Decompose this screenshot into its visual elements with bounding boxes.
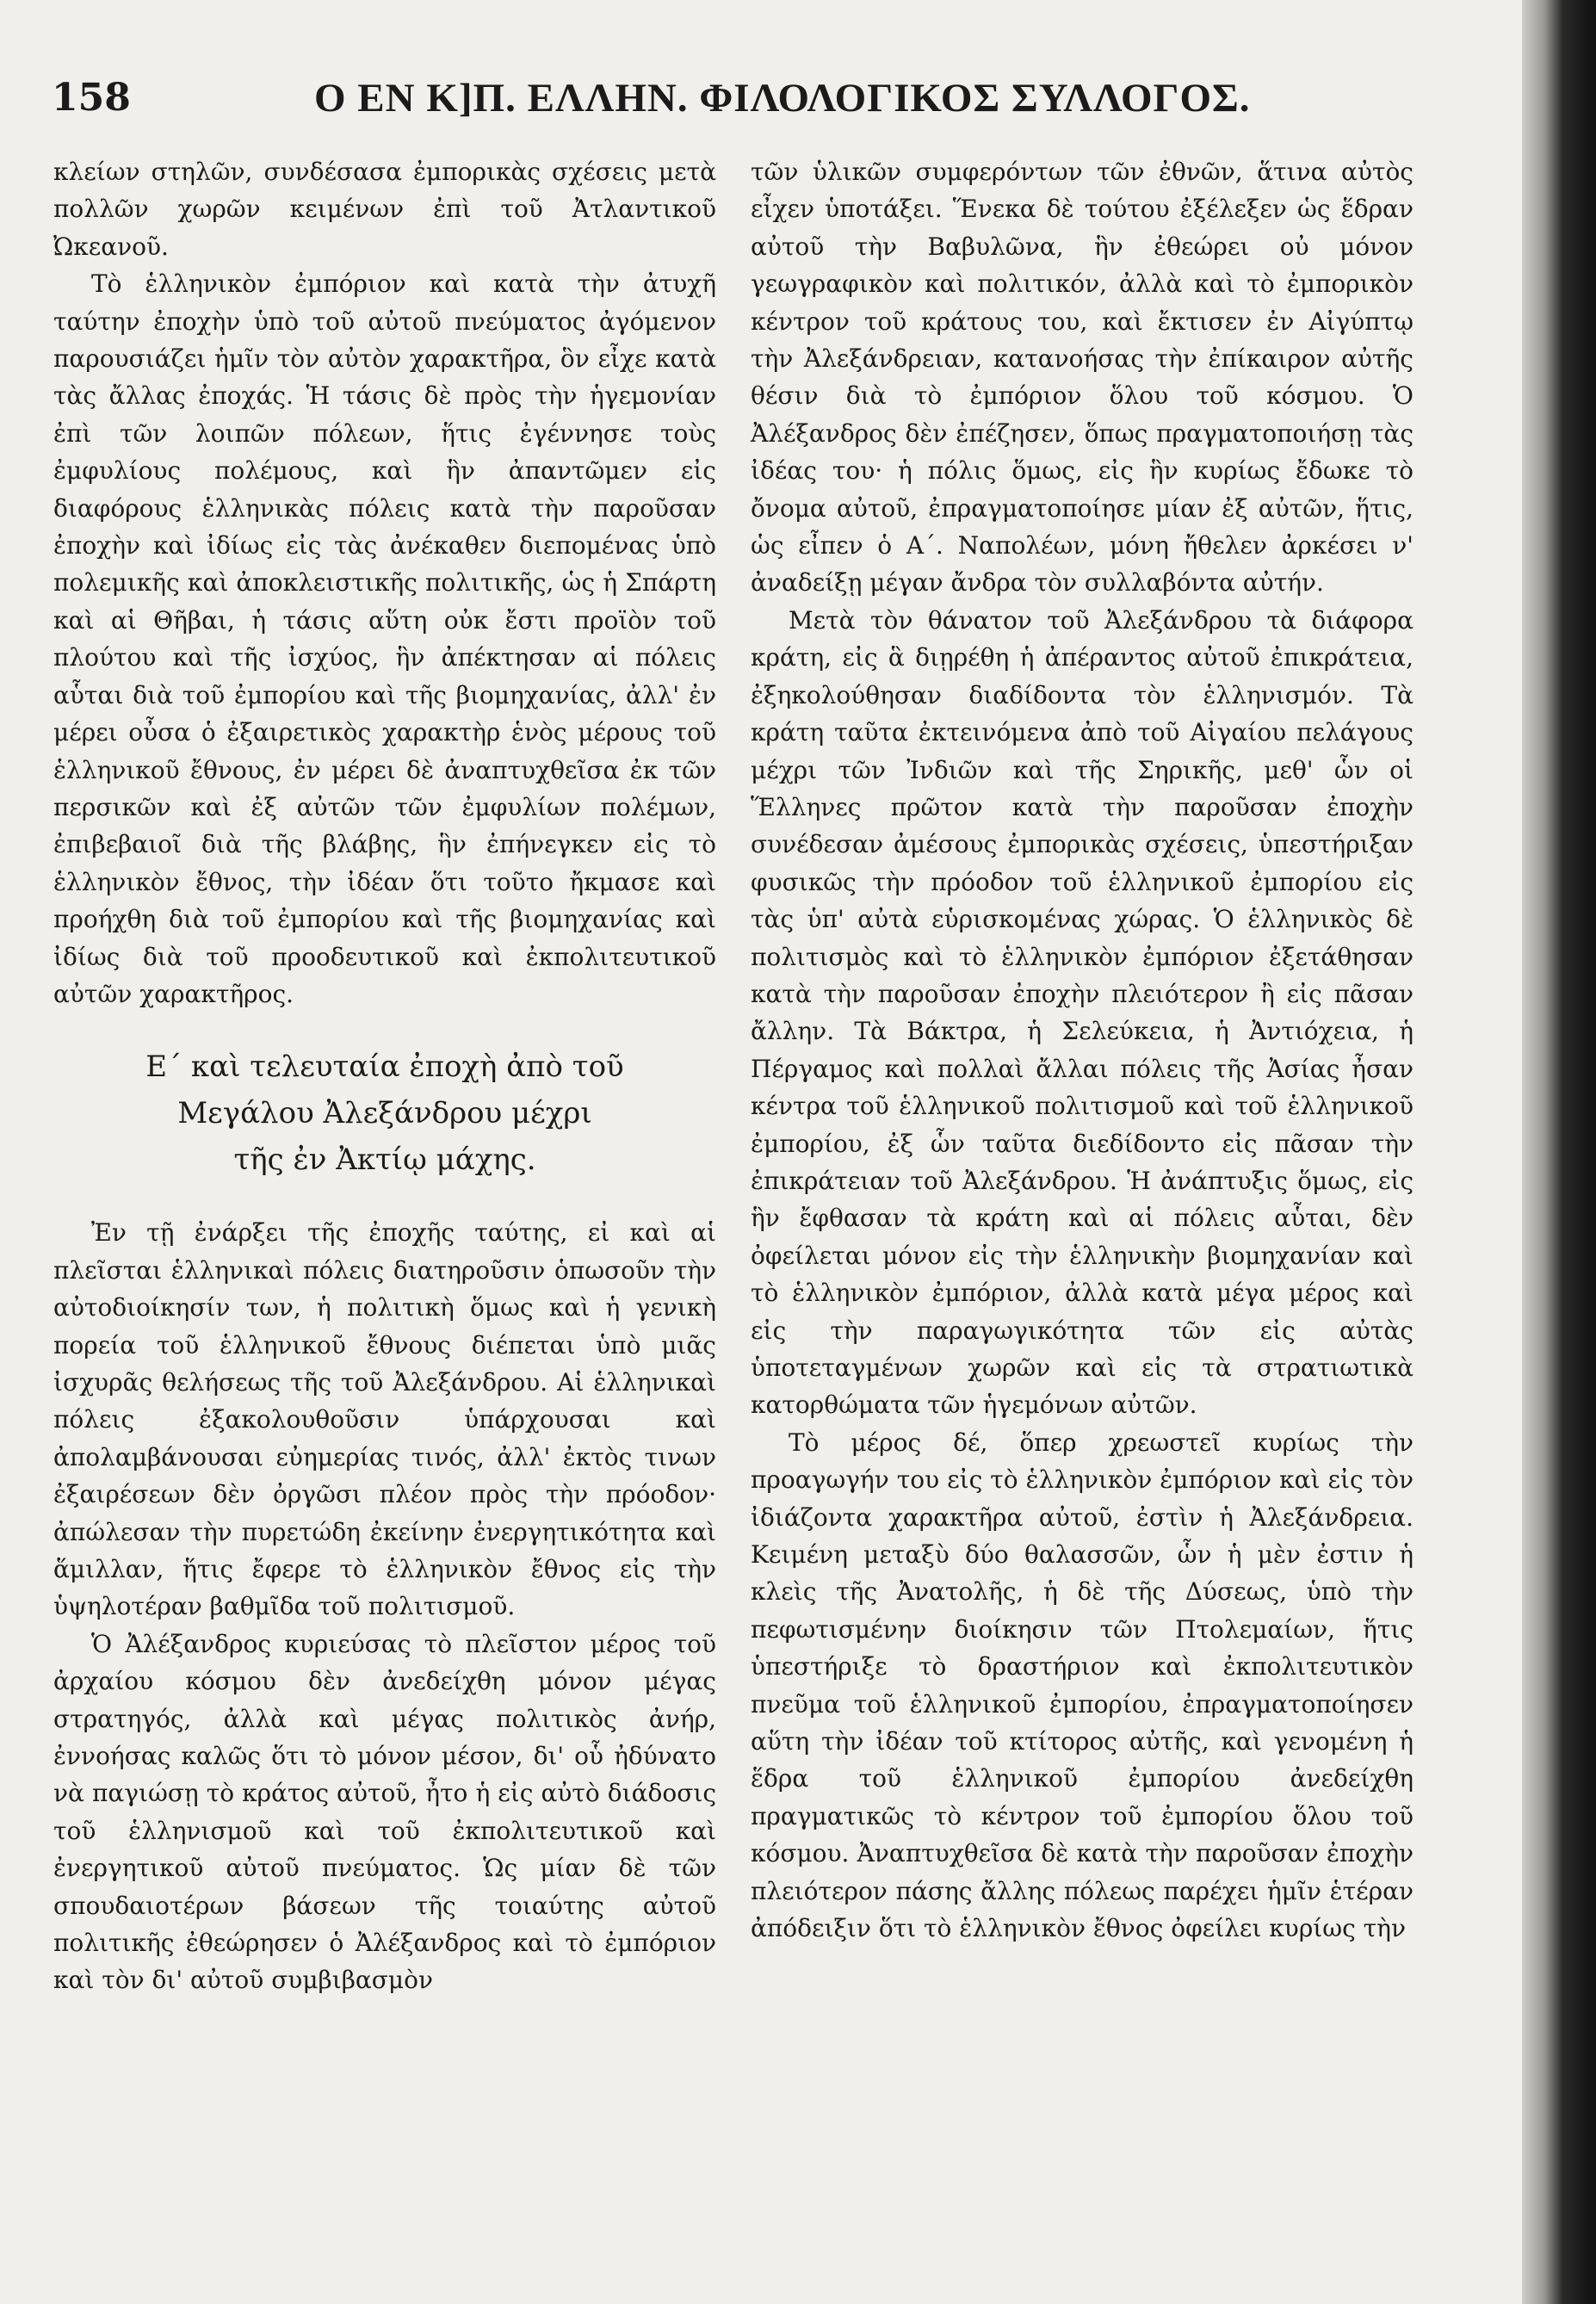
section-heading-line: Ε΄ καὶ τελευταία ἐποχὴ ἀπὸ τοῦ xyxy=(145,1050,624,1085)
paragraph: τῶν ὑλικῶν συμφερόντων τῶν ἐθνῶν, ἅτινα αὐτὸς εἶχεν ὑποτάξει. Ἕνεκα δὲ τούτου ἐξέλεξεν ὡς ἕδραν αὐτοῦ τὴν Βαβυλῶνα, ἣν ἐθεώρει οὐ μόνον γεωγραφικὸν καὶ πολιτικόν, ἀλλὰ καὶ τὸ ἐμπορικὸν κέντρον τοῦ κράτους του, καὶ ἔκτισεν ἐν Αἰγύπτῳ τὴν Ἀλεξάνδρειαν, κατανοήσας τὴν ἐπίκαιρον αὐτῆς θέσιν διὰ τὸ ἐμπόριον ὅλου τοῦ κόσμου. Ὁ Ἀλέξανδρος δὲν ἐπέζησεν, ὅπως πραγματοποιήσῃ τὰς ἰδέας του· ἡ πόλις ὅμως, εἰς ἣν κυρίως ἔδωκε τὸ ὄνομα αὐτοῦ, ἐπραγματοποίησε μίαν ἐξ αὐτῶν, ἥτις, ὡς εἶπεν ὁ Α΄. Ναπολέων, μόνη ἤθελεν ἀρκέσει ν' ἀναδείξῃ μέγαν ἄνδρα τὸν συλλαβόντα αὐτήν. xyxy=(751,158,1414,598)
section-heading xyxy=(53,1044,716,1183)
paragraph: Μετὰ τὸν θάνατον τοῦ Ἀλεξάνδρου τὰ διάφορα κράτη, εἰς ἃ διῃρέθη ἡ ἀπέραντος αὐτοῦ ἐπικράτεια, ἐξηκολούθησαν διαδίδοντα τὸν ἑλληνισμόν. Τὰ κράτη ταῦτα ἐκτεινόμενα ἀπὸ τοῦ Αἰγαίου πελάγους μέχρι τῶν Ἰνδιῶν καὶ τῆς Σηρικῆς, μεθ' ὧν οἱ Ἕλληνες πρῶτον κατὰ τὴν παροῦσαν ἐποχὴν συνέδεσαν ἀμέσους ἐμπορικὰς σχέσεις, ὑπεστήριξαν φυσικῶς τὴν πρόοδον τοῦ ἑλληνικοῦ ἐμπορίου εἰς τὰς ὑπ' αὐτὰ εὑρισκομένας χώρας. Ὁ ἑλληνικὸς δὲ πολιτισμὸς καὶ τὸ ἑλληνικὸν ἐμπόριον ἐξετάθησαν κατὰ τὴν παροῦσαν ἐποχὴν πλειότερον ἢ εἰς πᾶσαν ἄλλην. Τὰ Βάκτρα, ἡ Σελεύκεια, ἡ Ἀντιόχεια, ἡ Πέργαμος καὶ πολλαὶ ἄλλαι πόλεις τῆς Ἀσίας ἦσαν κέντρα τοῦ ἑλληνικοῦ πολιτισμοῦ καὶ τοῦ ἑλληνικοῦ ἐμπορίου, ἐξ ὧν ταῦτα διεδίδοντο εἰς πᾶσαν τὴν ἐπικράτειαν τοῦ Ἀλεξάνδρου. Ἡ ἀνάπτυξις ὅμως, εἰς ἣν ἔφθασαν τὰ κράτη καὶ αἱ πόλεις αὗται, δὲν ὀφείλεται μόνον εἰς τὴν ἑλληνικὴν βιομηχανίαν καὶ τὸ ἑλληνικὸν ἐμπόριον, ἀλλὰ κατὰ μέγα μέρος καὶ εἰς τὴν παραγωγικότητα τῶν εἰς αὐτὰς ὑποτεταγμένων χωρῶν καὶ εἰς τὰ στρατιωτικὰ κατορθώματα τῶν ἡγεμόνων αὐτῶν. xyxy=(751,605,1414,1420)
book-binding-shadow xyxy=(1522,0,1596,2304)
section-heading-line: Μεγάλου Ἀλεξάνδρου μέχρι xyxy=(177,1096,592,1131)
left-column xyxy=(53,153,716,1999)
section-heading-line: τῆς ἐν Ἀκτίῳ μάχης. xyxy=(233,1143,536,1178)
paragraph: Τὸ ἑλληνικὸν ἐμπόριον καὶ κατὰ τὴν ἀτυχῆ ταύτην ἐποχὴν ὑπὸ τοῦ αὐτοῦ πνεύματος ἀγόμενον παρουσιάζει ἡμῖν τὸν αὐτὸν χαρακτῆρα, ὃν εἶχε κατὰ τὰς ἄλλας ἐποχάς. Ἡ τάσις δὲ πρὸς τὴν ἡγεμονίαν ἐπὶ τῶν λοιπῶν πόλεων, ἥτις ἐγέννησε τοὺς ἐμφυλίους πολέμους, καὶ ἣν ἀπαντῶμεν εἰς διαφόρους ἑλληνικὰς πόλεις κατὰ τὴν παροῦσαν ἐποχὴν καὶ ἰδίως εἰς τὰς ἀνέκαθεν διεπομένας ὑπὸ πολεμικῆς καὶ ἀποκλειστικῆς πολιτικῆς, ὡς ἡ Σπάρτη καὶ αἱ Θῆβαι, ἡ τάσις αὕτη οὐκ ἔστι προϊὸν τοῦ πλούτου καὶ τῆς ἰσχύος, ἣν ἀπέκτησαν αἱ πόλεις αὗται διὰ τοῦ ἐμπορίου καὶ τῆς βιομηχανίας, ἀλλ' ἐν μέρει οὖσα ὁ ἐξαιρετικὸς χαρακτὴρ ἑνὸς μέρους τοῦ ἑλληνικοῦ ἔθνους, ἐν μέρει δὲ ἀναπτυχθεῖσα ἐκ τῶν περσικῶν καὶ ἐξ αὐτῶν τῶν ἐμφυλίων πολέμων, ἐπιβεβαιοῖ διὰ τῆς βλάβης, ἣν ἐπήνεγκεν εἰς τὸ ἑλληνικὸν ἔθνος, τὴν ἰδέαν ὅτι τοῦτο ἤκμασε καὶ προήχθη διὰ τοῦ ἐμπορίου καὶ τῆς βιομηχανίας καὶ ἰδίως διὰ τοῦ προοδευτικοῦ καὶ ἐκπολιτευτικοῦ αὐτῶν χαρακτῆρος. xyxy=(53,269,716,1008)
right-column xyxy=(751,153,1414,1948)
paragraph: Ὁ Ἀλέξανδρος κυριεύσας τὸ πλεῖστον μέρος τοῦ ἀρχαίου κόσμου δὲν ἀνεδείχθη μόνον μέγας στρατηγός, ἀλλὰ καὶ μέγας πολιτικὸς ἀνήρ, ἐννοήσας καλῶς ὅτι τὸ μόνον μέσον, δι' οὗ ἠδύνατο νὰ παγιώσῃ τὸ κράτος αὐτοῦ, ἦτο ἡ εἰς αὐτὸ διάδοσις τοῦ ἑλληνισμοῦ καὶ τοῦ ἐκπολιτευτικοῦ καὶ ἐνεργητικοῦ αὐτοῦ πνεύματος. Ὡς μίαν δὲ τῶν σπουδαιοτέρων βάσεων τῆς τοιαύτης αὐτοῦ πολιτικῆς ἐθεώρησεν ὁ Ἀλέξανδρος καὶ τὸ ἐμπόριον καὶ τὸν δι' αὐτοῦ συμβιβασμὸν xyxy=(53,1629,716,1995)
paragraph: Ἐν τῇ ἐνάρξει τῆς ἐποχῆς ταύτης, εἰ καὶ αἱ πλεῖσται ἑλληνικαὶ πόλεις διατηροῦσιν ὁπωσοῦν τὴν αὐτοδιοίκησίν των, ἡ πολιτικὴ ὅμως καὶ ἡ γενικὴ πορεία τοῦ ἑλληνικοῦ ἔθνους διέπεται ὑπὸ μιᾶς ἰσχυρᾶς θελήσεως τῆς τοῦ Ἀλεξάνδρου. Αἱ ἑλληνικαὶ πόλεις ἐξακολουθοῦσιν ὑπάρχουσαι καὶ ἀπολαμβάνουσαι εὐημερίας τινός, ἀλλ' ἐκτὸς τινων ἐξαιρέσεων δὲν ὀργῶσι πλέον πρὸς τὴν πρόοδον· ἀπώλεσαν τὴν πυρετώδη ἐκείνην ἐνεργητικότητα καὶ ἅμιλλαν, ἥτις ἔφερε τὸ ἑλληνικὸν ἔθνος εἰς τὴν ὑψηλοτέραν βαθμῖδα τοῦ πολιτισμοῦ. xyxy=(53,1218,716,1621)
paragraph: Τὸ μέρος δέ, ὅπερ χρεωστεῖ κυρίως τὴν προαγωγήν του εἰς τὸ ἑλληνικὸν ἐμπόριον καὶ εἰς τὸν ἰδιάζοντα χαρακτῆρα αὐτοῦ, ἐστὶν ἡ Ἀλεξάνδρεια. Κειμένη μεταξὺ δύο θαλασσῶν, ὧν ἡ μὲν ἐστιν ἡ κλεὶς τῆς Ἀνατολῆς, ἡ δὲ τῆς Δύσεως, ὑπὸ τὴν πεφωτισμένην διοίκησιν τῶν Πτολεμαίων, ἥτις ὑπεστήριξε τὸ δραστήριον καὶ ἐκπολιτευτικὸν πνεῦμα τοῦ ἑλληνικοῦ ἐμπορίου, ἐπραγματοποίησεν αὕτη τὴν ἰδέαν τοῦ κτίτορος αὐτῆς, καὶ γενομένη ἡ ἕδρα τοῦ ἑλληνικοῦ ἐμπορίου ἀνεδείχθη πραγματικῶς τὸ κέντρον τοῦ ἐμπορίου ὅλου τοῦ κόσμου. Ἀναπτυχθεῖσα δὲ κατὰ τὴν παροῦσαν ἐποχὴν πλειότερον πάσης ἄλλης πόλεως παρέχει ἡμῖν ἑτέραν ἀπόδειξιν ὅτι τὸ ἑλληνικὸν ἔθνος ὀφείλει κυρίως τὴν xyxy=(751,1428,1414,1943)
paragraph: κλείων στηλῶν, συνδέσασα ἐμπορικὰς σχέσεις μετὰ πολλῶν χωρῶν κειμένων ἐπὶ τοῦ Ἀτλαντικοῦ Ὠκεανοῦ. xyxy=(53,158,716,261)
page-header xyxy=(52,72,1251,133)
running-head: Ο ΕΝ Κ]Π. ΕΛΛΗΝ. ΦΙΛΟΛΟΓΙΚΟΣ ΣΥΛΛΟΓΟΣ. xyxy=(314,76,1251,121)
page-number: 158 xyxy=(52,76,131,120)
